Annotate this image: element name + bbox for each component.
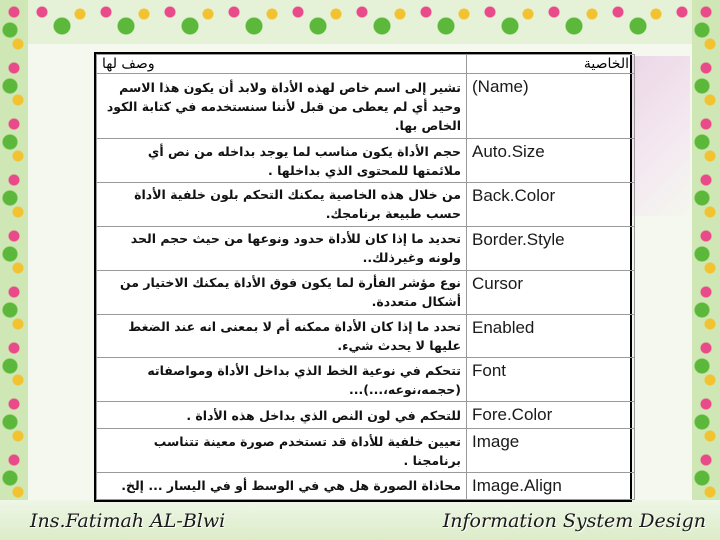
table-row (97, 139, 635, 183)
property-description: تحدد ما إذا كان الأداة ممكنه أم لا بمعنى انه عند الضغط عليها لا يحدث شيء. (97, 314, 467, 358)
property-name: Back.Color (467, 183, 635, 227)
table-row (97, 226, 635, 270)
property-description: تتحكم في نوعية الخط الذي بداخل الأداة ومواصفاته (حجمه،نوعه،...)... (97, 358, 467, 402)
table-row (97, 402, 635, 429)
table-row (97, 472, 635, 499)
table-row (97, 358, 635, 402)
header-description: وصف لها (97, 55, 467, 74)
property-name: (Name) (467, 74, 635, 139)
header-property: الخاصية (467, 55, 635, 74)
property-name: Border.Style (467, 226, 635, 270)
table-header-row (97, 55, 635, 74)
floral-border-left (0, 0, 28, 540)
properties-table-container (94, 52, 632, 502)
table-row (97, 429, 635, 473)
property-description: من خلال هذه الخاصية يمكنك التحكم بلون خلفية الأداة حسب طبيعة برنامجك. (97, 183, 467, 227)
table-row (97, 270, 635, 314)
property-name: Fore.Color (467, 402, 635, 429)
property-description: تحديد ما إذا كان للأداة حدود ونوعها من حيث حجم الحد ولونه وغيرذلك.. (97, 226, 467, 270)
properties-table (96, 54, 635, 500)
property-description: تشير إلى اسم خاص لهذه الأداة ولابد أن يكون هذا الاسم وحيد أي لم يعطى من قبل لأننا سنستخدمه في كتابة الكود الخاص بها. (97, 74, 467, 139)
property-name: Image (467, 429, 635, 473)
property-name: Auto.Size (467, 139, 635, 183)
property-description: حجم الأداة يكون مناسب لما يوجد بداخله من نص أي ملائمتها للمحتوى الذي بداخلها . (97, 139, 467, 183)
property-name: Font (467, 358, 635, 402)
table-row (97, 183, 635, 227)
property-name: Image.Align (467, 472, 635, 499)
property-description: محاذاة الصورة هل هي في الوسط أو في اليسار ... إلخ. (97, 472, 467, 499)
floral-border-top (28, 0, 692, 44)
author-signature: Ins.Fatimah AL-Blwi (30, 510, 226, 532)
property-name: Enabled (467, 314, 635, 358)
property-description: للتحكم في لون النص الذي بداخل هذه الأداة . (97, 402, 467, 429)
floral-border-right (692, 0, 720, 540)
table-row (97, 314, 635, 358)
course-title: Information System Design (442, 510, 706, 532)
property-name: Cursor (467, 270, 635, 314)
decorative-ribbon (630, 56, 690, 216)
property-description: نوع مؤشر الفأرة لما يكون فوق الأداة يمكنك الاختيار من أشكال متعددة. (97, 270, 467, 314)
property-description: تعيين خلفية للأداة قد تستخدم صورة معينة تتناسب برنامجنا . (97, 429, 467, 473)
table-row (97, 74, 635, 139)
